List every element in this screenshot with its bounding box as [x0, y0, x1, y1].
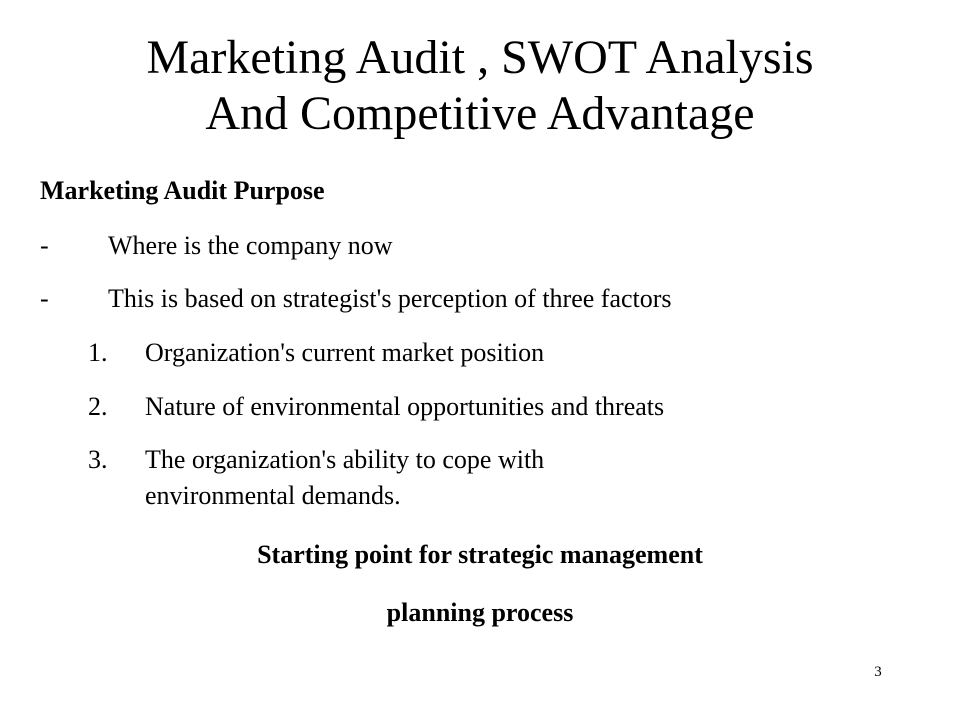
slide-title: [40, 30, 920, 142]
numbered-text: [145, 335, 544, 371]
numbered-marker: 2.: [88, 392, 108, 421]
section-subheading: Marketing Audit Purpose: [40, 176, 325, 205]
slide-title-line-2: And Competitive Advantage: [205, 87, 755, 140]
bullet-marker: -: [40, 231, 49, 260]
numbered-marker: 3.: [88, 445, 108, 474]
numbered-text-line: environmental demands.: [145, 481, 401, 510]
bullet-text: This is based on strategist's perception of three factors: [108, 284, 672, 313]
slide-title-line-1: Marketing Audit , SWOT Analysis: [146, 31, 814, 84]
numbered-text-line: Organization's current market position: [145, 338, 545, 367]
numbered-text-line: The organization's ability to cope with: [145, 445, 545, 474]
numbered-marker: 1.: [88, 338, 108, 367]
bullet-text: Where is the company now: [108, 231, 393, 260]
numbered-text: [145, 442, 544, 514]
bullet-marker: -: [40, 284, 49, 313]
conclusion-line: planning process: [386, 598, 574, 627]
numbered-text: [145, 389, 664, 425]
conclusion-line: Starting point for strategic management: [257, 540, 703, 569]
slide-number: 3: [874, 664, 882, 680]
numbered-text-line: Nature of environmental opportunities and threats: [145, 392, 665, 421]
